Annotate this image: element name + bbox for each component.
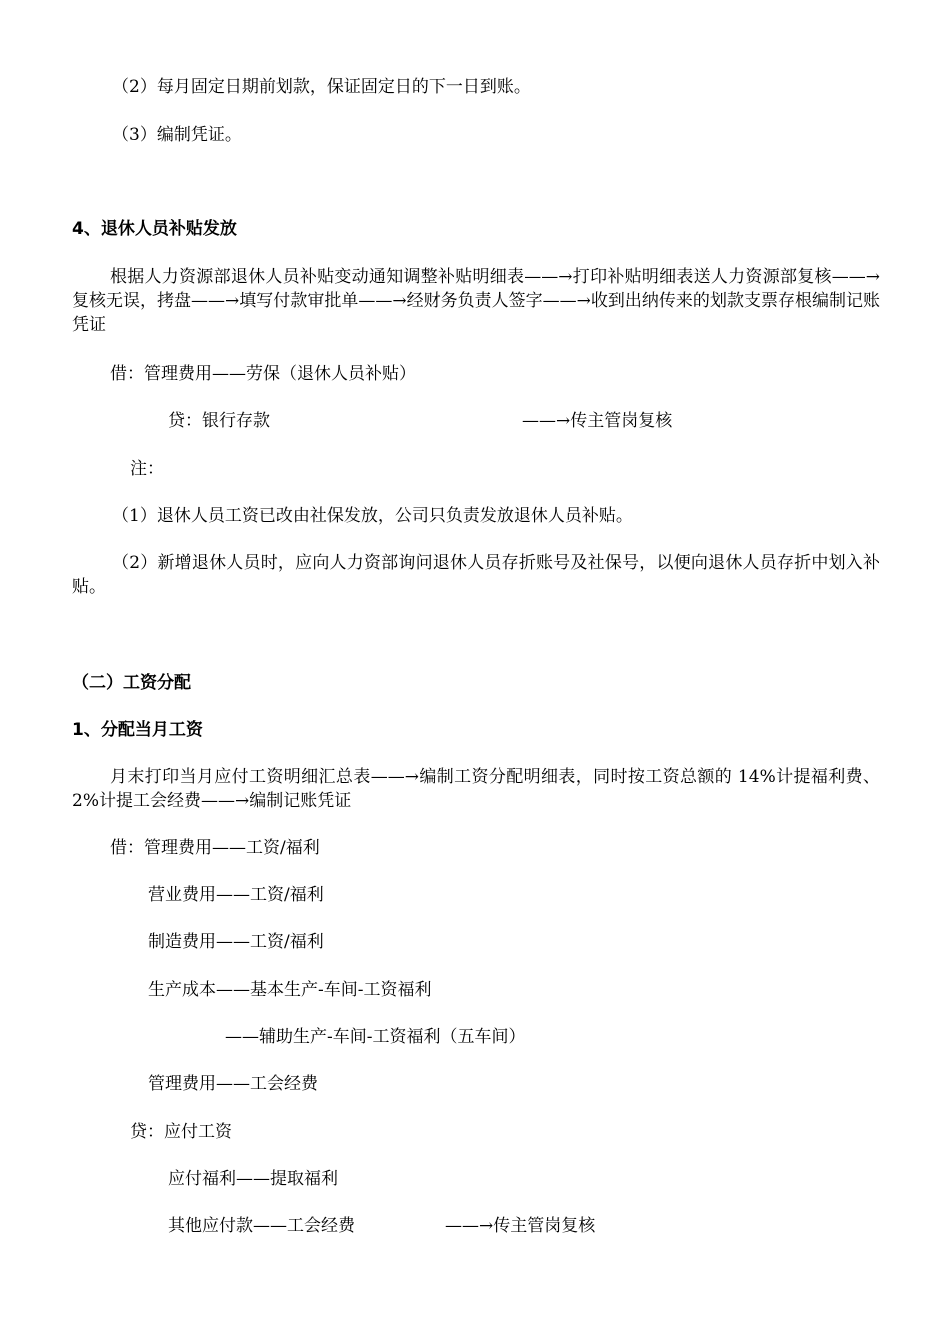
retiree-credit-review: ——→传主管岗复核 [522,411,673,431]
section-heading-retiree-subsidy: 4、退休人员补贴发放 [72,219,237,239]
section-heading-wage-distribution: （二）工资分配 [72,673,191,693]
sub-heading-monthly-wage: 1、分配当月工资 [72,720,203,740]
wage-credit-entry-3: 其他应付款——工会经费 [168,1216,355,1236]
note-item-3: （3）编制凭证。 [112,125,242,145]
retiree-credit-entry: 贷：银行存款 [168,411,270,431]
wage-credit-entry-1: 贷：应付工资 [130,1122,232,1142]
retiree-note-1: （1）退休人员工资已改由社保发放，公司只负责发放退休人员补贴。 [112,506,633,526]
wage-debit-entry-2: 营业费用——工资/福利 [148,885,324,905]
wage-distribution-process: 月末打印当月应付工资明细汇总表——→编制工资分配明细表，同时按工资总额的 14%计提福利费、2%计提工会经费——→编制记账凭证 [72,767,880,811]
wage-debit-entry-6: 管理费用——工会经费 [148,1074,318,1094]
wage-debit-entry-3: 制造费用——工资/福利 [148,932,324,952]
retiree-subsidy-process: 根据人力资源部退休人员补贴变动通知调整补贴明细表——→打印补贴明细表送人力资源部复核——→复核无误，拷盘——→填写付款审批单——→经财务负责人签字——→收到出纳传来的划款支票存根编制记账凭证 [72,267,880,335]
retiree-note-label: 注： [130,459,164,479]
retiree-note-2: （2）新增退休人员时，应向人力资部询问退休人员存折账号及社保号，以便向退休人员存折中划入补贴。 [72,553,880,597]
wage-debit-entry-5: ——辅助生产-车间-工资福利（五车间） [225,1027,526,1047]
wage-debit-entry-4: 生产成本——基本生产-车间-工资福利 [148,980,432,1000]
wage-debit-entry-1: 借：管理费用——工资/福利 [110,838,320,858]
retiree-debit-entry: 借：管理费用——劳保（退休人员补贴） [110,364,416,384]
wage-credit-entry-2: 应付福利——提取福利 [168,1169,338,1189]
note-item-2: （2）每月固定日期前划款，保证固定日的下一日到账。 [112,77,531,97]
wage-credit-review: ——→传主管岗复核 [445,1216,596,1236]
